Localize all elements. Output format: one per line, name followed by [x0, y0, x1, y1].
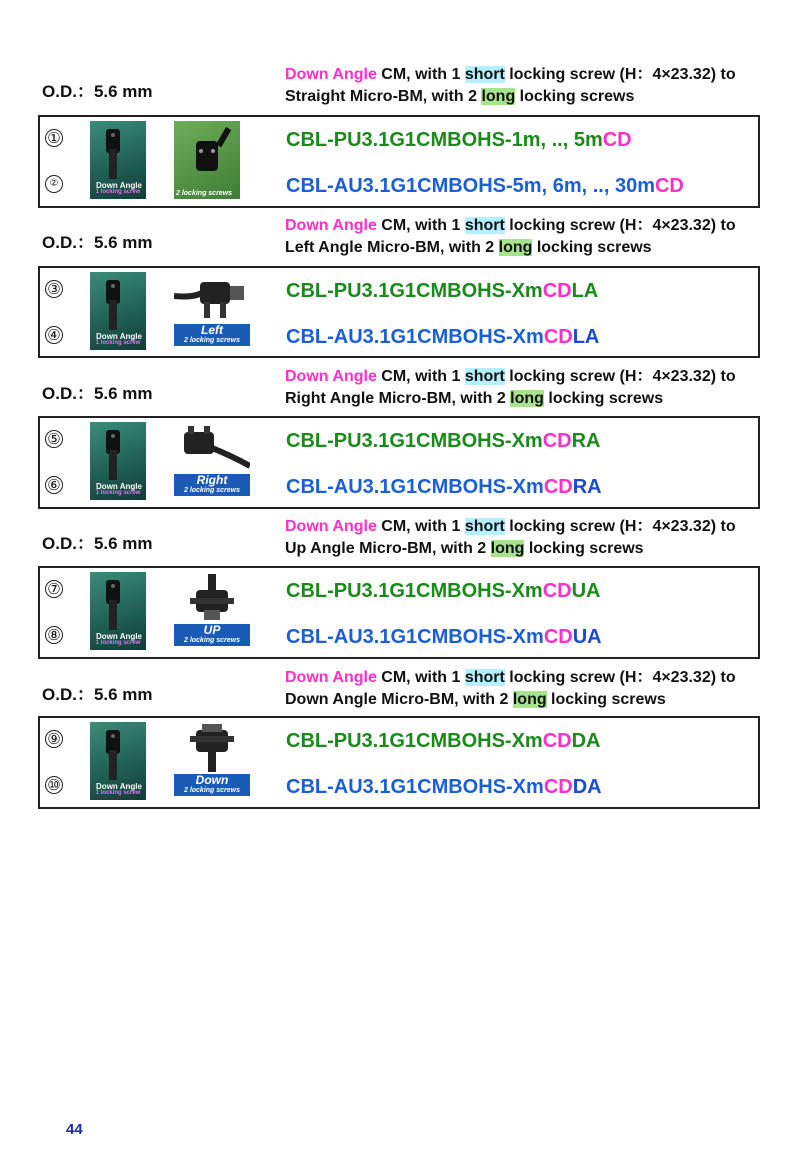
cable-description: Down Angle CM, with 1 short locking screw (H：4×23.32) to Up Angle Micro-BM, with 2 long locking screws — [285, 518, 736, 557]
product-box-1 — [38, 115, 760, 208]
connector-icon — [182, 127, 234, 183]
down-angle-micro-bm-image: Down 2 locking screws — [174, 722, 240, 800]
part-number: CBL-PU3.1G1CMBOHS-XmCDUA — [286, 580, 601, 602]
outer-diameter: O.D.：5.6 mm — [42, 233, 153, 252]
section-2-header — [0, 215, 800, 265]
cable-description: Down Angle CM, with 1 short locking screw (H：4×23.32) to Straight Micro-BM, with 2 long locking screws — [285, 66, 736, 105]
section-3-header — [0, 366, 800, 416]
left-angle-micro-bm-image: Left 2 locking screws — [174, 272, 240, 350]
connector-icon — [174, 276, 250, 322]
outer-diameter: O.D.：5.6 mm — [42, 384, 153, 403]
part-number: CBL-AU3.1G1CMBOHS-XmCDDA — [286, 776, 602, 798]
product-box-3 — [38, 416, 760, 509]
straight-micro-bm-image: 2 locking screws — [174, 121, 240, 199]
cable-description: Down Angle CM, with 1 short locking screw (H：4×23.32) to Left Angle Micro-BM, with 2 long locking screws — [285, 217, 736, 256]
product-box-2 — [38, 266, 760, 358]
connector-icon — [100, 430, 126, 480]
item-number: ⑨ — [45, 730, 63, 748]
part-number: CBL-PU3.1G1CMBOHS-XmCDDA — [286, 730, 601, 752]
down-angle-cm-image: Down Angle 1 locking screw — [90, 422, 146, 500]
item-number: ④ — [45, 326, 63, 344]
connector-icon — [100, 730, 126, 780]
cable-description: Down Angle CM, with 1 short locking screw (H：4×23.32) to Right Angle Micro-BM, with 2 long locking screws — [285, 368, 736, 407]
down-angle-cm-image: Down Angle 1 locking screw — [90, 121, 146, 199]
down-angle-cm-image: Down Angle 1 locking screw — [90, 722, 146, 800]
part-number: CBL-PU3.1G1CMBOHS-1m, .., 5mCD — [286, 129, 632, 151]
outer-diameter: O.D.：5.6 mm — [42, 685, 153, 704]
part-number: CBL-PU3.1G1CMBOHS-XmCDLA — [286, 280, 599, 302]
part-number: CBL-AU3.1G1CMBOHS-5m, 6m, .., 30mCD — [286, 175, 684, 197]
part-number: CBL-PU3.1G1CMBOHS-XmCDRA — [286, 430, 601, 452]
item-number: ⑥ — [45, 476, 63, 494]
item-number: ① — [45, 129, 63, 147]
down-angle-cm-image: Down Angle 1 locking screw — [90, 272, 146, 350]
part-number: CBL-AU3.1G1CMBOHS-XmCDUA — [286, 626, 602, 648]
connector-icon — [174, 426, 250, 476]
item-number: ⑦ — [45, 580, 63, 598]
connector-icon — [182, 724, 242, 776]
outer-diameter: O.D.：5.6 mm — [42, 82, 153, 101]
down-angle-cm-image: Down Angle 1 locking screw — [90, 572, 146, 650]
connector-icon — [100, 580, 126, 630]
item-number: ⑩ — [45, 776, 63, 794]
section-1-header — [0, 64, 800, 114]
cable-description: Down Angle CM, with 1 short locking screw (H：4×23.32) to Down Angle Micro-BM, with 2 long locking screws — [285, 669, 736, 708]
connector-icon — [100, 129, 126, 179]
connector-icon — [100, 280, 126, 330]
item-number: ⑤ — [45, 430, 63, 448]
item-number: ⑧ — [45, 626, 63, 644]
part-number: CBL-AU3.1G1CMBOHS-XmCDLA — [286, 326, 600, 348]
page-number: 44 — [66, 1121, 83, 1138]
up-angle-micro-bm-image: UP 2 locking screws — [174, 572, 240, 650]
part-number: CBL-AU3.1G1CMBOHS-XmCDRA — [286, 476, 602, 498]
section-5-header — [0, 667, 800, 717]
product-box-5 — [38, 716, 760, 809]
connector-icon — [182, 574, 242, 626]
item-number: ③ — [45, 280, 63, 298]
outer-diameter: O.D.：5.6 mm — [42, 534, 153, 553]
section-4-header — [0, 516, 800, 566]
product-box-4 — [38, 566, 760, 659]
right-angle-micro-bm-image: Right 2 locking screws — [174, 422, 240, 500]
item-number: ② — [45, 175, 63, 193]
